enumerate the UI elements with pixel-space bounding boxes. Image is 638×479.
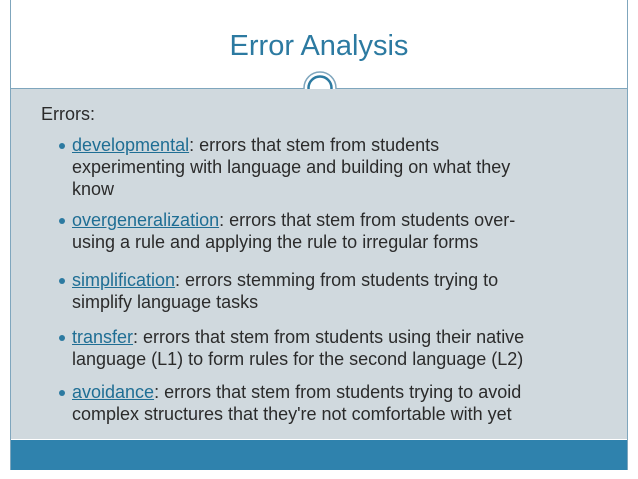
term-developmental: developmental [72,135,190,155]
term-simplification: simplification [72,270,176,290]
definition-line-2: simplify language tasks [72,292,259,312]
list-item-text [72,381,612,425]
list-item-text [72,269,612,313]
errors-heading: Errors: [41,104,95,124]
list-item-line [72,209,612,231]
bullet-dot-icon [59,218,65,224]
list-item-line [72,381,612,403]
bullet-dot-icon [59,335,65,341]
content-panel [11,89,627,439]
definition-line-1: : errors that stem from students [189,135,440,155]
definition-line-1: : errors that stem from students using their native [133,327,525,347]
bullet-dot-icon [59,390,65,396]
term-transfer: transfer [72,327,134,347]
list-item-text [72,134,612,200]
list-item-line [72,326,612,348]
list-item-text [72,209,612,253]
definition-line-1: : errors stemming from students trying to [175,270,499,290]
definition-line-2: complex structures that they're not comfortable with yet [72,404,512,424]
frame-right-line [627,0,628,470]
bottom-accent-bar [11,440,627,470]
definition-line-2: using a rule and applying the rule to irregular forms [72,232,479,252]
definition-line-3: know [72,179,115,199]
definition-line-2: experimenting with language and building on what they [72,157,511,177]
term-avoidance: avoidance [72,382,155,402]
list-item-line [72,269,612,291]
bullet-dot-icon [59,278,65,284]
term-overgeneralization: overgeneralization [72,210,220,230]
slide-title: Error Analysis [229,30,409,62]
definition-line-1: : errors that stem from students over- [219,210,516,230]
definition-line-1: : errors that stem from students trying to avoid [154,382,522,402]
list-item-line [72,134,612,156]
bullet-dot-icon [59,143,65,149]
definition-line-2: language (L1) to form rules for the second language (L2) [72,349,524,369]
list-item-text [72,326,612,370]
